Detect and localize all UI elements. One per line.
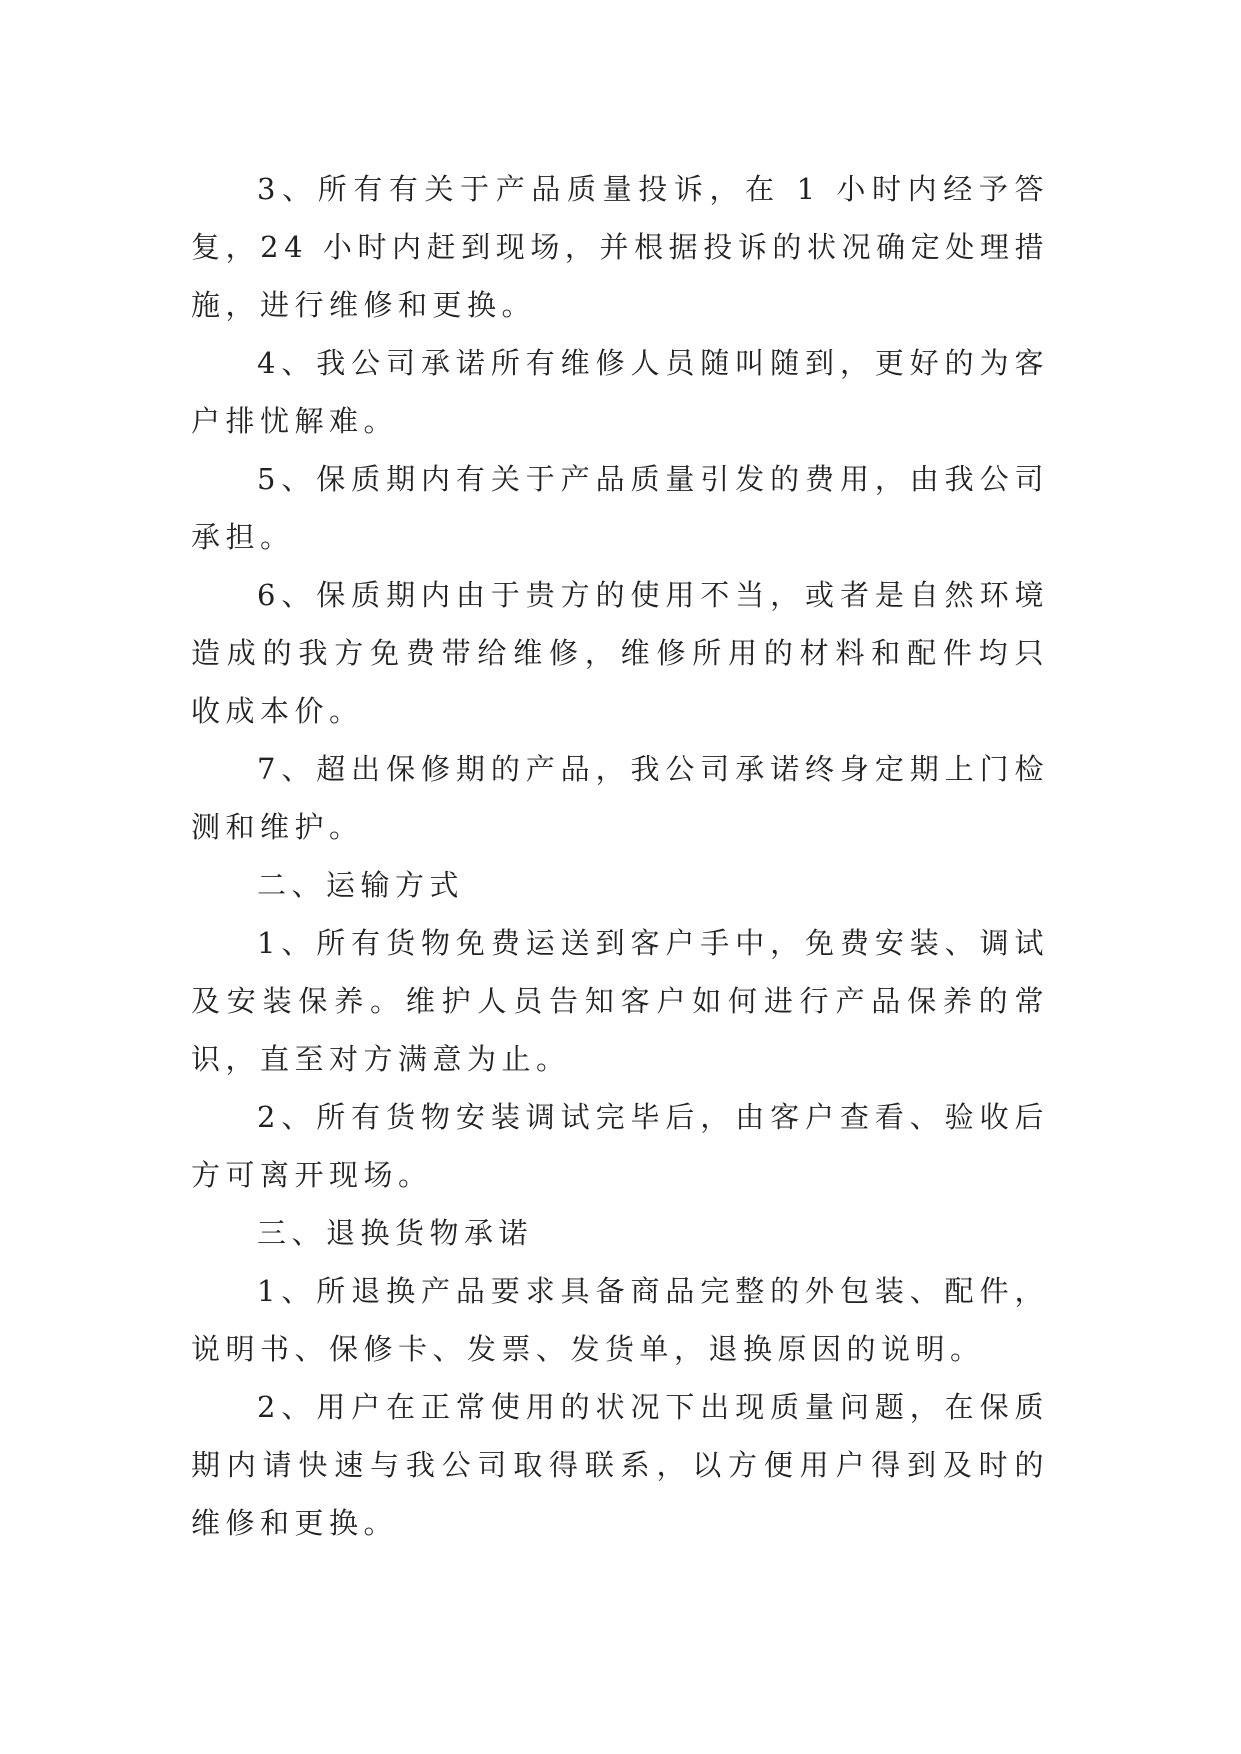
section-heading-shipping: 二、运输方式 <box>257 868 465 902</box>
paragraph-returns-2: 2、用户在正常使用的状况下出现质量问题，在保质期内请快速与我公司取得联系，以方便用户得到及时的维修和更换。 <box>191 1390 1049 1540</box>
paragraph-6-misuse-repair: 6、保质期内由于贵方的使用不当，或者是自然环境造成的我方免费带给维修，维修所用的材料和配件均只收成本价。 <box>191 578 1049 728</box>
paragraph-shipping-1: 1、所有货物免费运送到客户手中，免费安装、调试及安装保养。维护人员告知客户如何进行产品保养的常识，直至对方满意为止。 <box>191 926 1049 1076</box>
paragraph-7-post-warranty: 7、超出保修期的产品，我公司承诺终身定期上门检测和维护。 <box>191 752 1049 844</box>
document-body <box>191 160 1049 1552</box>
paragraph-4-repair-staff: 4、我公司承诺所有维修人员随叫随到，更好的为客户排忧解难。 <box>191 346 1049 438</box>
section-heading-returns: 三、退换货物承诺 <box>257 1216 534 1250</box>
paragraph-5-warranty-costs: 5、保质期内有关于产品质量引发的费用，由我公司承担。 <box>191 462 1049 554</box>
paragraph-returns-1: 1、所退换产品要求具备商品完整的外包装、配件，说明书、保修卡、发票、发货单，退换原因的说明。 <box>191 1274 1049 1366</box>
paragraph-3-complaint-response: 3、所有有关于产品质量投诉，在 1 小时内经予答复，24 小时内赶到现场，并根据投诉的状况确定处理措施，进行维修和更换。 <box>191 172 1049 322</box>
paragraph-shipping-2: 2、所有货物安装调试完毕后，由客户查看、验收后方可离开现场。 <box>191 1100 1049 1192</box>
